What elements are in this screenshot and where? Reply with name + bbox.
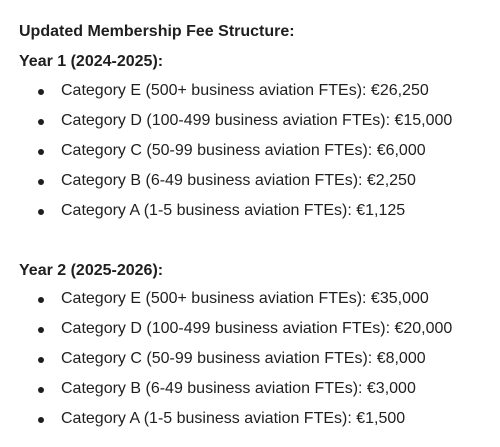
bullet-icon xyxy=(38,119,44,125)
list-item-text: Category D (100-499 business aviation FTEs): €15,000 xyxy=(61,112,453,129)
list-item-text: Category A (1-5 business aviation FTEs): €1,500 xyxy=(61,410,406,427)
bullet-icon xyxy=(38,179,44,185)
section-heading-year-1: Year 1 (2024-2025): xyxy=(19,53,164,70)
bullet-icon xyxy=(38,209,44,215)
list-item-text: Category C (50-99 business aviation FTEs): €8,000 xyxy=(61,350,426,367)
list-item-text: Category A (1-5 business aviation FTEs): €1,125 xyxy=(61,202,406,219)
bullet-icon xyxy=(38,327,44,333)
bullet-icon xyxy=(38,387,44,393)
section-heading-year-2: Year 2 (2025-2026): xyxy=(19,262,164,279)
bullet-icon xyxy=(38,417,44,423)
bullet-icon xyxy=(38,89,44,95)
list-item-text: Category B (6-49 business aviation FTEs): €2,250 xyxy=(61,172,416,189)
bullet-icon xyxy=(38,357,44,363)
document-title: Updated Membership Fee Structure: xyxy=(19,23,295,40)
list-item-text: Category E (500+ business aviation FTEs): €26,250 xyxy=(61,82,429,99)
list-item-text: Category E (500+ business aviation FTEs): €35,000 xyxy=(61,290,429,307)
bullet-icon xyxy=(38,149,44,155)
bullet-icon xyxy=(38,297,44,303)
list-item-text: Category C (50-99 business aviation FTEs): €6,000 xyxy=(61,142,426,159)
list-item-text: Category B (6-49 business aviation FTEs): €3,000 xyxy=(61,380,416,397)
list-item-text: Category D (100-499 business aviation FTEs): €20,000 xyxy=(61,320,453,337)
